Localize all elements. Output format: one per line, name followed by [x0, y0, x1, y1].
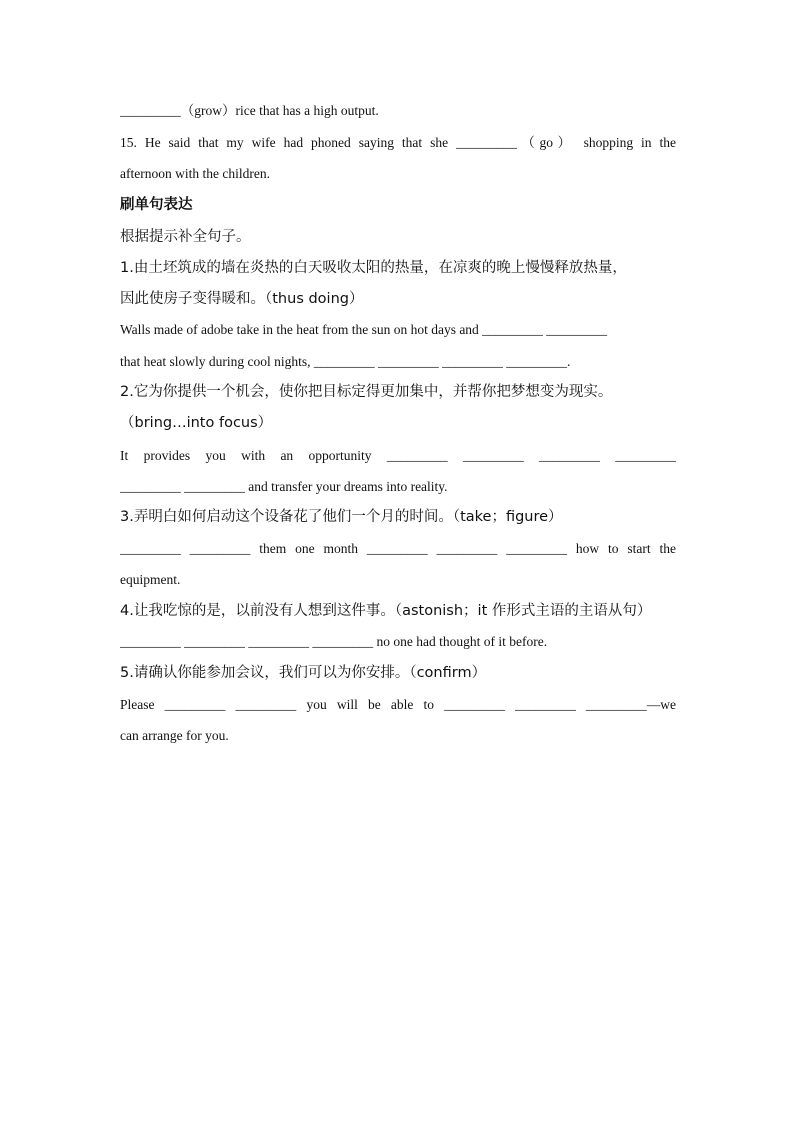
sentence-2-english-line-1: It provides you with an opportunity _________ _________ _________ _________ [120, 448, 676, 463]
sentence-5-prompt: 5.请确认你能参加会议，我们可以为你安排。（confirm） [120, 665, 487, 681]
sentence-2-hint: （bring…into focus） [120, 415, 273, 431]
sentence-2-english-line-2: _________ _________ and transfer your dreams into reality. [120, 479, 448, 494]
sentence-1-english-line-2: that heat slowly during cool nights, _________ _________ _________ _________. [120, 354, 571, 369]
item-15-line-1: 15. He said that my wife had phoned saying that she _________（go） shopping in the [120, 135, 676, 150]
section-instruction: 根据提示补全句子。 [120, 229, 251, 245]
sentence-3-english-line-1: _________ _________ them one month _________ _________ _________ how to start the [120, 541, 676, 556]
item-14-continuation: _________（grow）rice that has a high output. [120, 103, 379, 118]
sentence-1-english-line-1: Walls made of adobe take in the heat from the sun on hot days and _________ _________ [120, 322, 608, 337]
sentence-4-prompt: 4.让我吃惊的是，以前没有人想到这件事。（astonish；it 作形式主语的主语从句） [120, 603, 652, 619]
sentence-5-english-line-1: Please _________ _________ you will be able to _________ _________ _________—we [120, 697, 676, 712]
sentence-4-english: _________ _________ _________ _________ no one had thought of it before. [120, 634, 548, 649]
sentence-2-prompt: 2.它为你提供一个机会，使你把目标定得更加集中，并帮你把梦想变为现实。 [120, 384, 613, 400]
item-15-line-2: afternoon with the children. [120, 166, 270, 181]
sentence-1-prompt: 1.由土坯筑成的墙在炎热的白天吸收太阳的热量，在凉爽的晚上慢慢释放热量， [120, 260, 627, 276]
sentence-3-prompt: 3.弄明白如何启动这个设备花了他们一个月的时间。（take；figure） [120, 509, 563, 525]
sentence-5-english-line-2: can arrange for you. [120, 728, 229, 743]
section-heading: 刷单句表达 [120, 197, 193, 213]
sentence-1-hint: 因此使房子变得暖和。（thus doing） [120, 291, 364, 307]
sentence-3-english-line-2: equipment. [120, 572, 181, 587]
